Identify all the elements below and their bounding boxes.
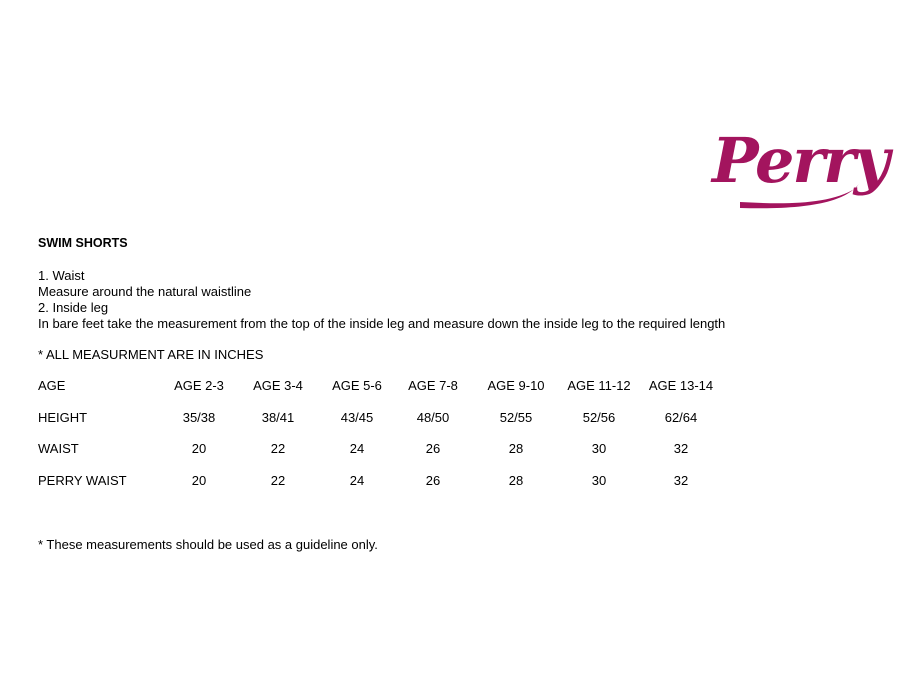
table-header-cell: AGE 7-8 [408, 378, 458, 393]
table-cell: 26 [425, 441, 441, 457]
instruction-waist-heading: 1. Waist [38, 268, 85, 283]
table-cell: 28 [508, 441, 524, 457]
table-cell: 48/50 [416, 409, 450, 425]
perry-logo [708, 118, 888, 214]
table-row [38, 441, 730, 473]
table-cell: 20 [191, 441, 207, 457]
measurement-instructions [38, 268, 725, 332]
table-row [38, 473, 730, 505]
table-header-cell: AGE 3-4 [253, 378, 303, 393]
table-cell: 20 [191, 472, 207, 488]
table-header-row [38, 378, 730, 410]
table-cell: 30 [591, 441, 607, 457]
table-row-label: WAIST [38, 441, 79, 457]
table-cell: 26 [425, 472, 441, 488]
table-cell: 24 [349, 472, 365, 488]
size-table [38, 378, 730, 504]
table-header-cell: AGE 9-10 [487, 378, 545, 393]
table-header-cell: AGE 11-12 [567, 378, 631, 393]
units-note: * ALL MEASURMENT ARE IN INCHES [38, 347, 264, 362]
table-header-cell: AGE 13-14 [648, 378, 714, 393]
table-cell: 35/38 [182, 409, 216, 425]
table-header-cell: AGE [38, 378, 66, 393]
instruction-inside-leg-heading: 2. Inside leg [38, 300, 109, 315]
table-row [38, 410, 730, 442]
instruction-waist-text: Measure around the natural waistline [38, 284, 252, 299]
table-cell: 52/55 [499, 409, 533, 425]
page-title: SWIM SHORTS [38, 236, 128, 250]
table-cell: 32 [673, 472, 689, 488]
table-cell: 52/56 [582, 409, 616, 425]
table-cell: 22 [270, 441, 286, 457]
table-cell: 30 [591, 472, 607, 488]
table-row-label: PERRY WAIST [38, 472, 127, 488]
guideline-footnote: * These measurements should be used as a guideline only. [38, 537, 378, 552]
table-row-label: HEIGHT [38, 409, 88, 425]
table-cell: 62/64 [664, 409, 698, 425]
table-header-cell: AGE 2-3 [174, 378, 224, 393]
table-cell: 43/45 [340, 409, 374, 425]
table-cell: 32 [673, 441, 689, 457]
table-cell: 22 [270, 472, 286, 488]
table-cell: 24 [349, 441, 365, 457]
table-cell: 38/41 [261, 409, 295, 425]
instruction-inside-leg-text: In bare feet take the measurement from the top of the inside leg and measure down the inside leg to the required length [38, 316, 726, 331]
table-header-cell: AGE 5-6 [332, 378, 382, 393]
table-cell: 28 [508, 472, 524, 488]
perry-logo-text: Perry [712, 124, 888, 197]
